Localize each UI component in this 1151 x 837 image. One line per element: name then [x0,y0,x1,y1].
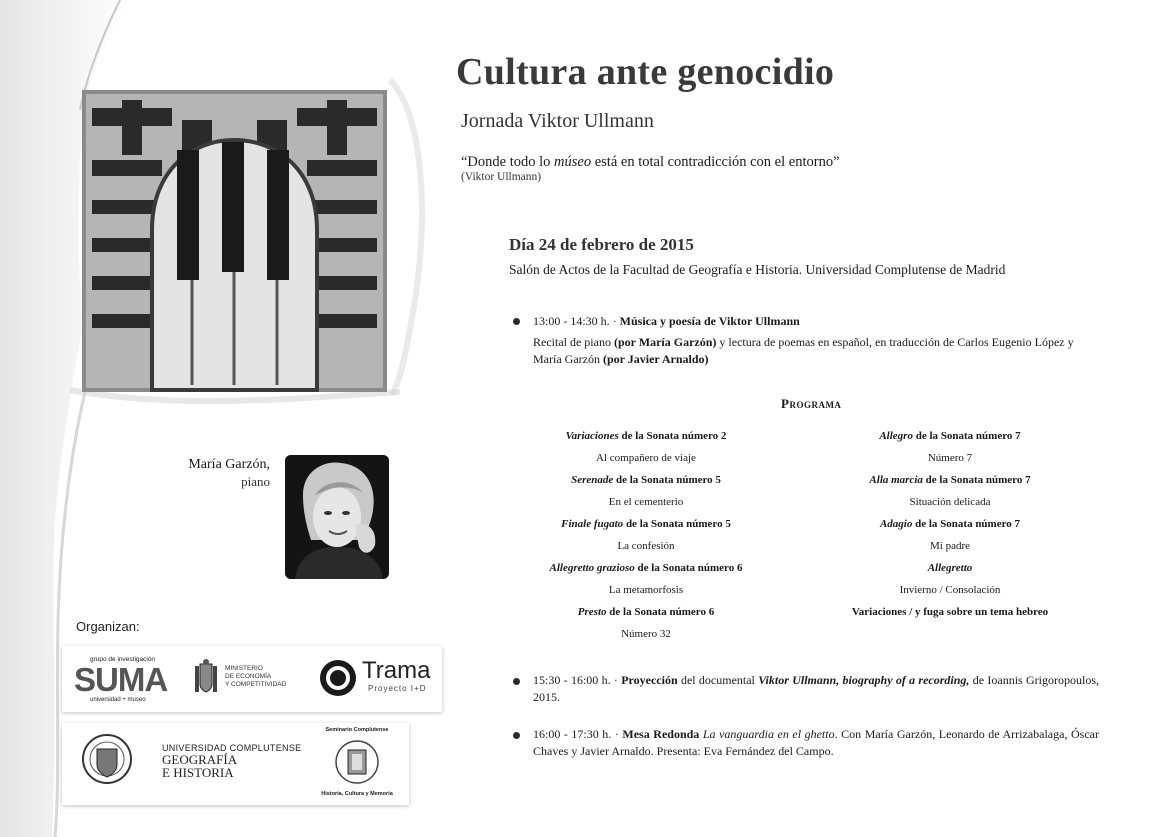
seminario-seal-icon [335,737,379,787]
ministerio-line: Y COMPETITIVIDAD [225,681,287,688]
session-bullet [513,318,520,325]
programa-piece-title [531,601,761,623]
quote-emphasis: múseo [554,154,592,170]
quote-text-start: “Donde todo lo [461,154,555,170]
session-title: Proyección [621,673,678,687]
session-topic: La vanguardia en el ghetto [699,727,835,741]
programa-sonata: Variaciones / y fuga sobre un tema hebreo [851,606,1049,618]
pianist-photo [285,455,389,579]
event-date: Día 24 de febrero de 2015 [509,235,694,254]
ucm-logo-line: GEOGRAFÍA [162,752,238,767]
spain-coat-of-arms-icon [192,658,220,696]
programa-piece-subtitle: Número 32 [621,628,671,640]
ucm-seal-icon [82,731,132,787]
pianist-role: piano [241,474,270,489]
programa-piece-title [835,469,1065,491]
session-title: Música y poesía de Viktor Ullmann [619,314,800,328]
programa-piece-title [835,513,1065,535]
piano-window-artwork [82,90,387,392]
programa-piece-subtitle: En el cementerio [608,496,684,508]
session-bullet [513,678,520,685]
programa-piece-title [835,557,1065,579]
pianist-portrait-image [285,455,389,579]
programa-piece-title [531,557,761,579]
session-projection [533,672,1099,706]
programa-movement: Presto [577,606,607,618]
page-subtitle: Jornada Viktor Ullmann [461,110,654,132]
session-bullet [513,732,520,739]
programa-piece-subtitle: La confesión [617,540,675,552]
programa-piece-subtitle: Invierno / Consolación [899,584,1001,596]
programa-piece-title [531,513,761,535]
ministerio-line: MINISTERIO [225,665,263,672]
ministerio-line: DE ECONOMÍA [225,673,272,680]
suma-logo-top: grupo de investigación [90,656,156,663]
programa-heading: Programa [781,396,842,411]
programa-sonata: de la Sonata número 7 [912,430,1021,442]
page-title: Cultura ante genocidio [456,51,835,93]
programa-movement: Allegretto [927,562,973,574]
event-venue: Salón de Actos de la Facultad de Geografía e Historia. Universidad Complutense de Madrid [509,262,1006,277]
film-title: Viktor Ullmann, biography of a recording, [758,673,970,687]
programa-piece-title [531,425,761,447]
programa-sonata: de la Sonata número 5 [613,474,721,486]
programa-sonata: de la Sonata número 7 [922,474,1031,486]
programa-piece-title [835,601,1065,623]
ministerio-logo [192,658,302,698]
programa-movement: Adagio [879,518,913,530]
quote-text-end: está en total contradicción con el entorno” [591,154,840,170]
quote-author: (Viktor Ullmann) [461,171,542,183]
programa-movement: Finale fugato [561,518,624,530]
ucm-logo-line: E HISTORIA [162,765,234,780]
session-music-poetry [533,313,1098,368]
programa-movement: Variaciones [565,430,619,442]
programa-piece-subtitle: Situación delicada [909,496,991,508]
programa-movement: Alla marcia [869,474,923,486]
session-desc: Recital de piano [533,335,614,349]
session-desc: . Con María Garzón, Leonardo de Arrizabalaga, Óscar Chaves y Javier Arnaldo. Presenta: Eva Fernández del Campo. [533,727,1099,758]
programa-piece-title [531,469,761,491]
programa-sonata: de la Sonata número 6 [634,562,743,574]
session-title: Mesa Redonda [622,727,700,741]
suma-logo-bottom: universidad + museo [90,697,146,703]
session-desc: de Ioannis Grigoropoulos, 2015. [533,673,1100,704]
programa-movement: Allegro [879,430,913,442]
programa-sonata: de la Sonata número 5 [623,518,731,530]
organizers-label: Organizan: [76,619,140,634]
organizer-logos-panel-1 [62,646,442,712]
programa-sonata: de la Sonata número 7 [912,518,1021,530]
session-desc: y lectura de poemas en español, en traducción de Carlos Eugenio López y María Garzón [533,335,1074,366]
session-round-table [533,726,1099,760]
programa-movement: Serenade [571,474,614,486]
quote [461,154,840,171]
programa-piece-subtitle: Mi padre [929,540,970,552]
ucm-logo-line: UNIVERSIDAD COMPLUTENSE [162,743,302,753]
seminario-logo-top: Seminario Complutense [325,727,389,733]
seminario-logo [312,727,402,803]
session-time: 16:00 - 17:30 h. · [533,727,623,741]
pianist-name: María Garzón, [188,457,270,472]
session-performer: (por María Garzón) [613,335,717,349]
trama-emblem-icon [318,658,358,698]
programa-piece-title [835,425,1065,447]
seminario-logo-bottom: Historia, Cultura y Memoria [321,791,393,797]
programa-piece-subtitle: Número 7 [927,452,973,464]
trama-logo-sub: Proyecto I+D [368,684,427,693]
programa-movement: Allegretto grazioso [549,562,635,574]
programa-left-column [531,425,761,645]
programa-sonata: de la Sonata número 2 [618,430,727,442]
programa-right-column [835,425,1065,623]
organizer-logos-panel-2 [62,723,409,805]
session-reader: (por Javier Arnaldo) [602,352,709,366]
trama-logo [318,656,434,700]
suma-logo [74,656,168,704]
session-desc: del documental [677,673,759,687]
suma-logo-name: SUMA [74,661,168,698]
session-time: 13:00 - 14:30 h. · [533,314,620,328]
session-time: 15:30 - 16:00 h. · [533,673,622,687]
programa-piece-subtitle: La metamorfosis [608,584,684,596]
programa-piece-subtitle: Al compañero de viaje [596,452,696,464]
programa-sonata: de la Sonata número 6 [606,606,715,618]
trama-logo-name: Trama [362,657,431,684]
